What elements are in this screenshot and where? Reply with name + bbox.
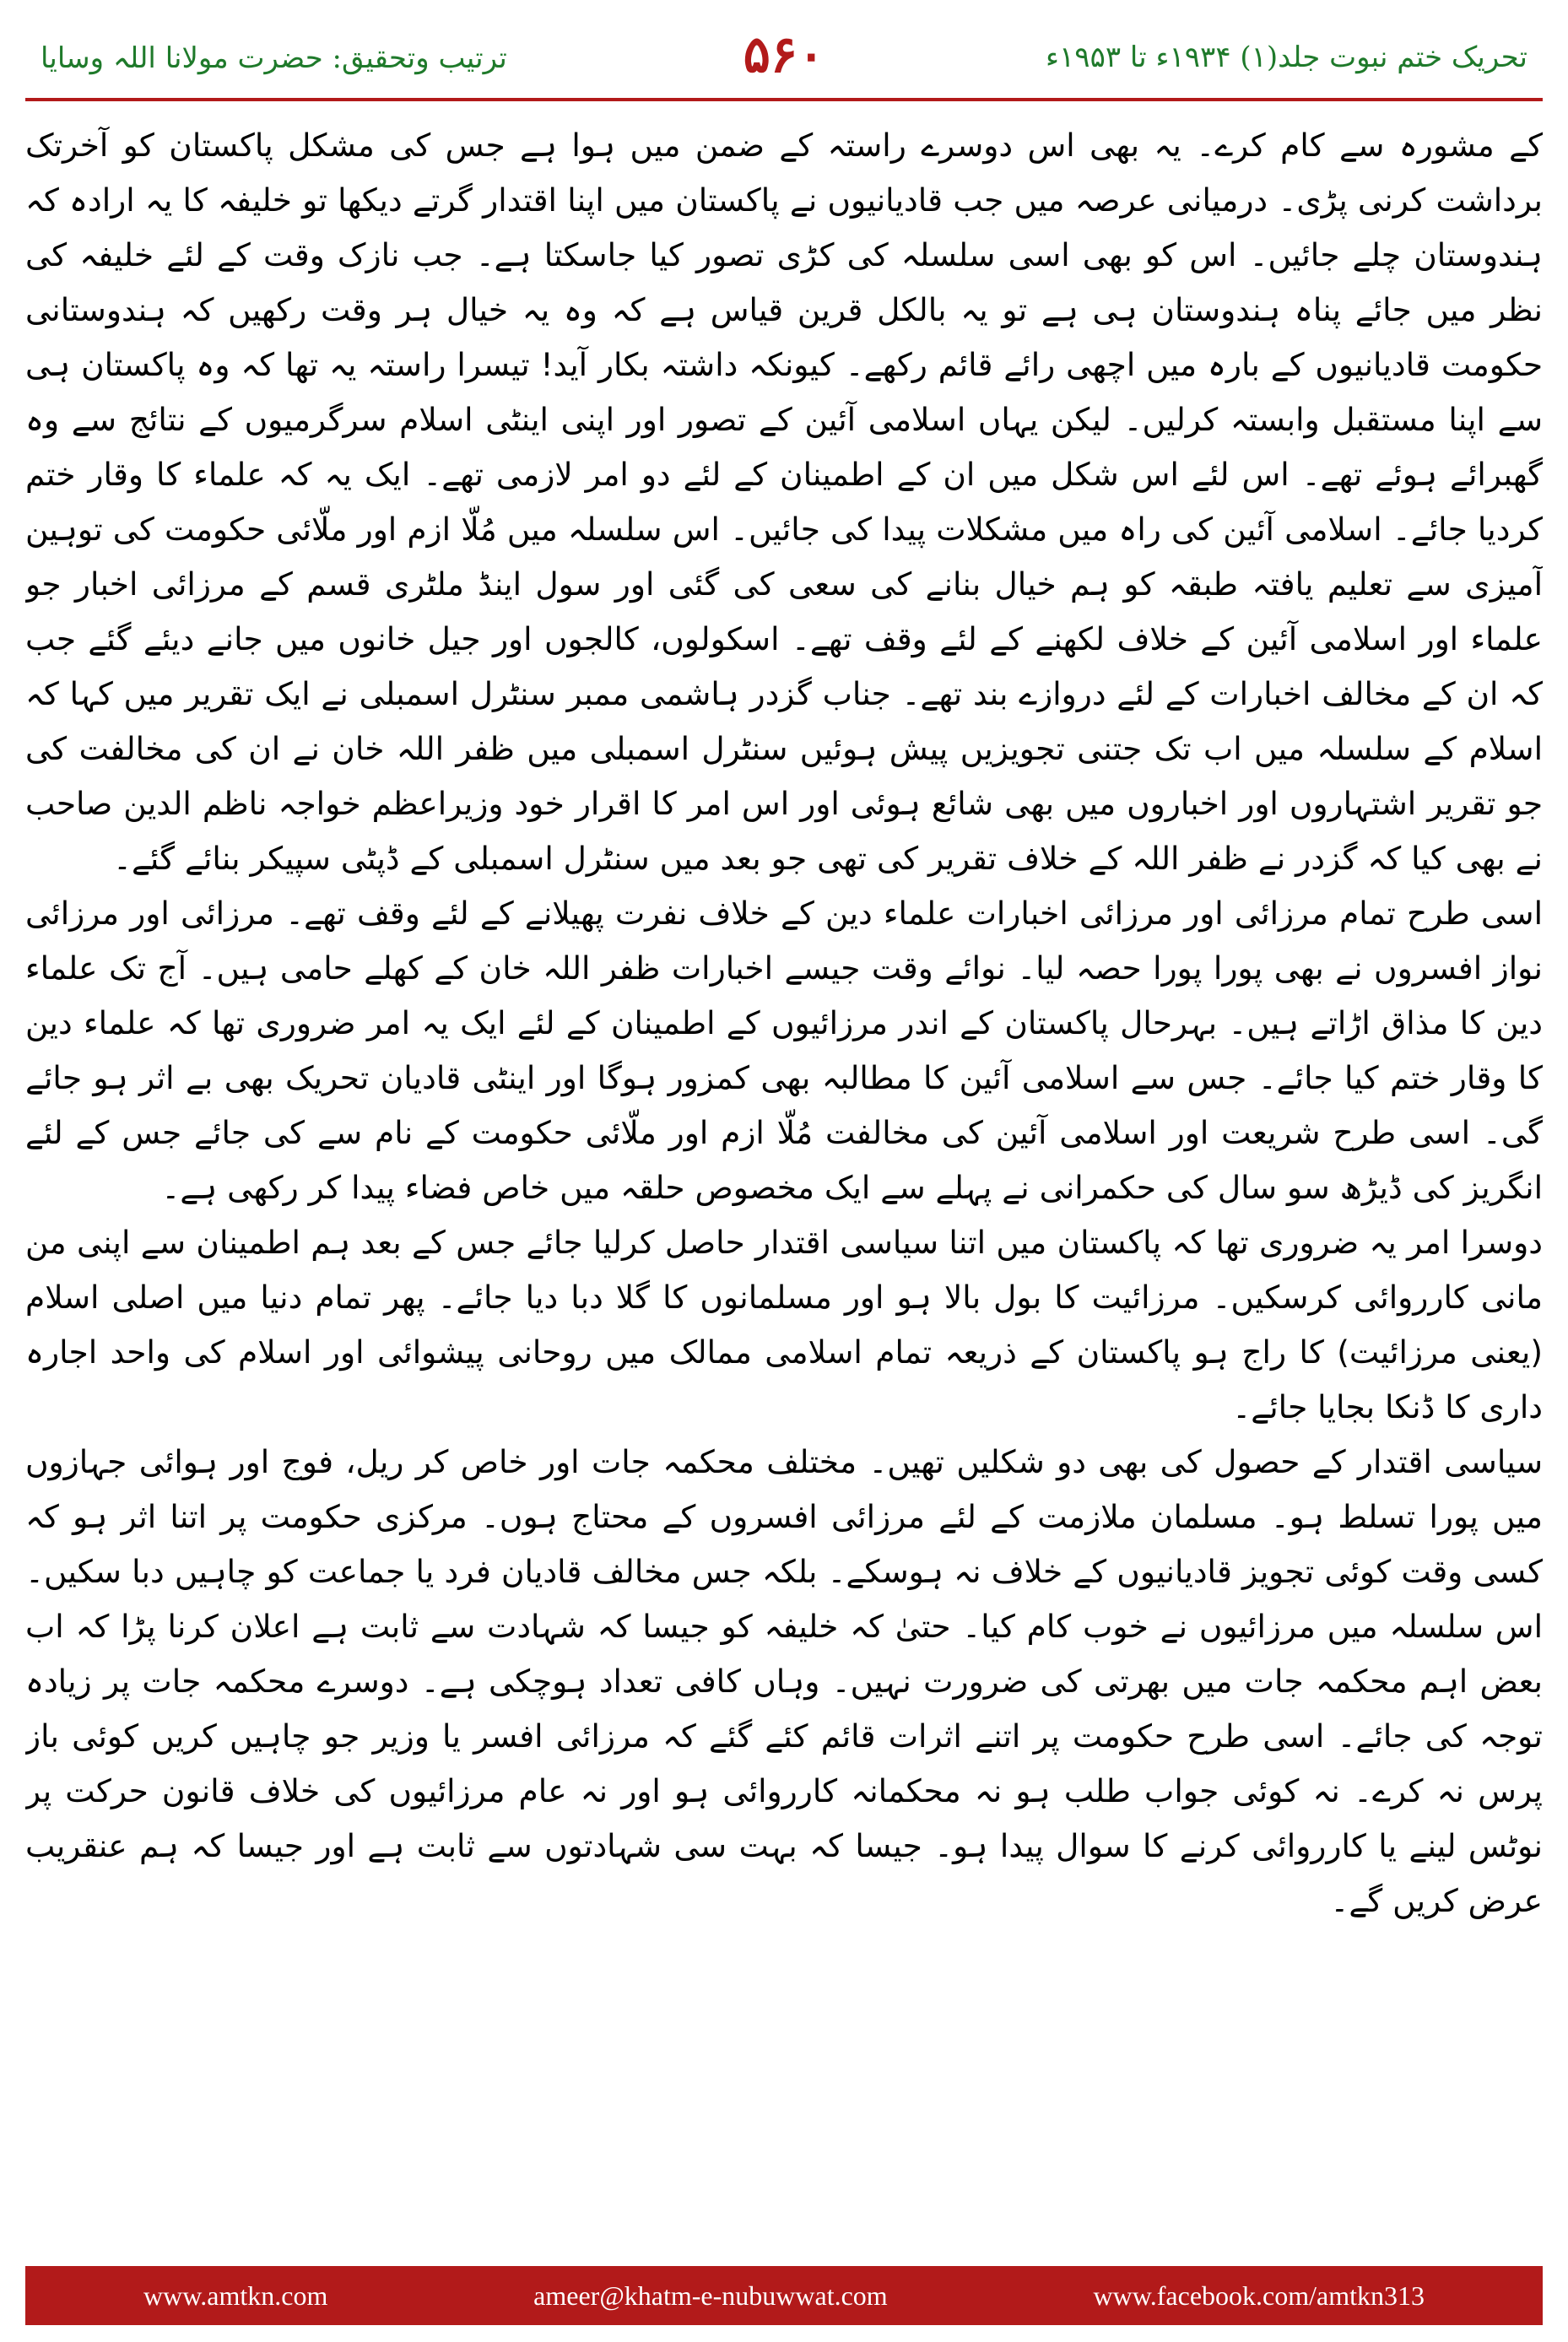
- paragraph: دوسرا امر یہ ضروری تھا کہ پاکستان میں اتنا سیاسی اقتدار حاصل کرلیا جائے جس کے بعد ہم اطمینان سے اپنی من مانی کارروائی کرسکیں۔ مرزائیت کا بول بالا ہو اور مسلمانوں کا گلا دبا دیا جائے۔ پھر تمام دنیا میں اصلی اسلام (یعنی مرزائیت) کا راج ہو پاکستان کے ذریعہ تمام اسلامی ممالک میں روحانی پیشوائی اور اسلام کی واحد اجارہ داری کا ڈنکا بجایا جائے۔: [25, 1224, 1543, 1425]
- header-divider: [25, 98, 1543, 101]
- document-body: [25, 118, 1543, 2215]
- page-footer: [25, 2266, 1543, 2325]
- facebook-link[interactable]: www.facebook.com/amtkn313: [1093, 2280, 1425, 2311]
- email-link[interactable]: ameer@khatm-e-nubuwwat.com: [533, 2280, 888, 2311]
- page-number: ۵۶۰: [743, 25, 825, 84]
- website-link[interactable]: www.amtkn.com: [143, 2280, 328, 2311]
- paragraph: اسی طرح تمام مرزائی اور مرزائی اخبارات علماء دین کے خلاف نفرت پھیلانے کے لئے وقف تھے۔ مرزائی اور مرزائی نواز افسروں نے بھی پورا پورا حصہ لیا۔ نوائے وقت جیسے اخبارات ظفر اللہ خان کے کھلے حامی ہیں۔ آج تک علماء دین کا مذاق اڑاتے ہیں۔ بہرحال پاکستان کے اندر مرزائیوں کے اطمینان کے لئے ایک یہ امر ضروری تھا کہ علماء دین کا وقار ختم کیا جائے۔ جس سے اسلامی آئین کا مطالبہ بھی کمزور ہوگا اور اینٹی قادیان تحریک بھی بے اثر ہو جائے گی۔ اسی طرح شریعت اور اسلامی آئین کی مخالفت مُلّا ازم اور ملّائی حکومت کے نام سے کی جائے جس کے لئے انگریز کی ڈیڑھ سو سال کی حکمرانی نے پہلے سے ایک مخصوص حلقہ میں خاص فضاء پیدا کر رکھی ہے۔: [25, 895, 1543, 1206]
- compiler-credit: ترتیب وتحقیق: حضرت مولانا اللہ وسایا: [41, 41, 507, 75]
- page-header: [25, 17, 1543, 118]
- paragraph: سیاسی اقتدار کے حصول کی بھی دو شکلیں تھیں۔ مختلف محکمہ جات اور خاص کر ریل، فوج اور ہوائی جہازوں میں پورا تسلط ہو۔ مسلمان ملازمت کے لئے مرزائی افسروں کے محتاج ہوں۔ مرکزی حکومت پر اتنا اثر ہو کہ کسی وقت کوئی تجویز قادیانیوں کے خلاف نہ ہوسکے۔ بلکہ جس مخالف قادیان فرد یا جماعت کو چاہیں دبا سکیں۔ اس سلسلہ میں مرزائیوں نے خوب کام کیا۔ حتیٰ کہ خلیفہ کو جیسا کہ شہادت سے ثابت ہے اعلان کرنا پڑا کہ اب بعض اہم محکمہ جات میں بھرتی کی ضرورت نہیں۔ وہاں کافی تعداد ہوچکی ہے۔ دوسرے محکمہ جات پر زیادہ توجہ کی جائے۔ اسی طرح حکومت پر اتنے اثرات قائم کئے گئے کہ مرزائی افسر یا وزیر جو چاہیں کریں کوئی باز پرس نہ کرے۔ نہ کوئی جواب طلب ہو نہ محکمانہ کارروائی ہو اور نہ عام مرزائیوں کی خلاف قانون حرکت پر نوٹس لینے یا کارروائی کرنے کا سوال پیدا ہو۔ جیسا کہ بہت سی شہادتوں سے ثابت ہے اور جیسا کہ ہم عنقریب عرض کریں گے۔: [25, 1443, 1543, 1919]
- paragraph: کے مشورہ سے کام کرے۔ یہ بھی اس دوسرے راستہ کے ضمن میں ہوا ہے جس کی مشکل پاکستان کو آخرتک برداشت کرنی پڑی۔ درمیانی عرصہ میں جب قادیانیوں نے پاکستان میں اپنا اقتدار گرتے دیکھا تو خلیفہ کا یہ ارادہ کہ ہندوستان چلے جائیں۔ اس کو بھی اسی سلسلہ کی کڑی تصور کیا جاسکتا ہے۔ جب نازک وقت کے لئے خلیفہ کی نظر میں جائے پناہ ہندوستان ہی ہے تو یہ بالکل قرین قیاس ہے کہ وہ یہ خیال ہر وقت رکھیں کہ ہندوستانی حکومت قادیانیوں کے بارہ میں اچھی رائے قائم رکھے۔ کیونکہ داشتہ بکار آید! تیسرا راستہ یہ تھا کہ وہ پاکستان ہی سے اپنا مستقبل وابستہ کرلیں۔ لیکن یہاں اسلامی آئین کے تصور اور اپنی اینٹی اسلام سرگرمیوں کے نتائج سے وہ گھبرائے ہوئے تھے۔ اس لئے اس شکل میں ان کے اطمینان کے لئے دو امر لازمی تھے۔ ایک یہ کہ علماء کا وقار ختم کردیا جائے۔ اسلامی آئین کی راہ میں مشکلات پیدا کی جائیں۔ اس سلسلہ میں مُلّا ازم اور ملّائی حکومت کی توہین آمیزی سے تعلیم یافتہ طبقہ کو ہم خیال بنانے کی سعی کی گئی اور سول اینڈ ملٹری قسم کے مرزائی اخبار جو علماء اور اسلامی آئین کے خلاف لکھنے کے لئے وقف تھے۔ اسکولوں، کالجوں اور جیل خانوں میں جانے دیئے گئے جب کہ ان کے مخالف اخبارات کے لئے دروازے بند تھے۔ جناب گزدر ہاشمی ممبر سنٹرل اسمبلی نے ایک تقریر میں کہا کہ اسلام کے سلسلہ میں اب تک جتنی تجویزیں پیش ہوئیں سنٹرل اسمبلی میں ظفر اللہ خان نے ان کی مخالفت کی جو تقریر اشتہاروں اور اخباروں میں بھی شائع ہوئی اور اس امر کا اقرار خود وزیراعظم خواجہ ناظم الدین صاحب نے بھی کیا کہ گزدر نے ظفر اللہ کے خلاف تقریر کی تھی جو بعد میں سنٹرل اسمبلی کے ڈپٹی سپیکر بنائے گئے۔: [25, 127, 1543, 877]
- book-title: تحریک ختم نبوت جلد(۱) ۱۹۳۴ء تا ۱۹۵۳ء: [1046, 41, 1527, 74]
